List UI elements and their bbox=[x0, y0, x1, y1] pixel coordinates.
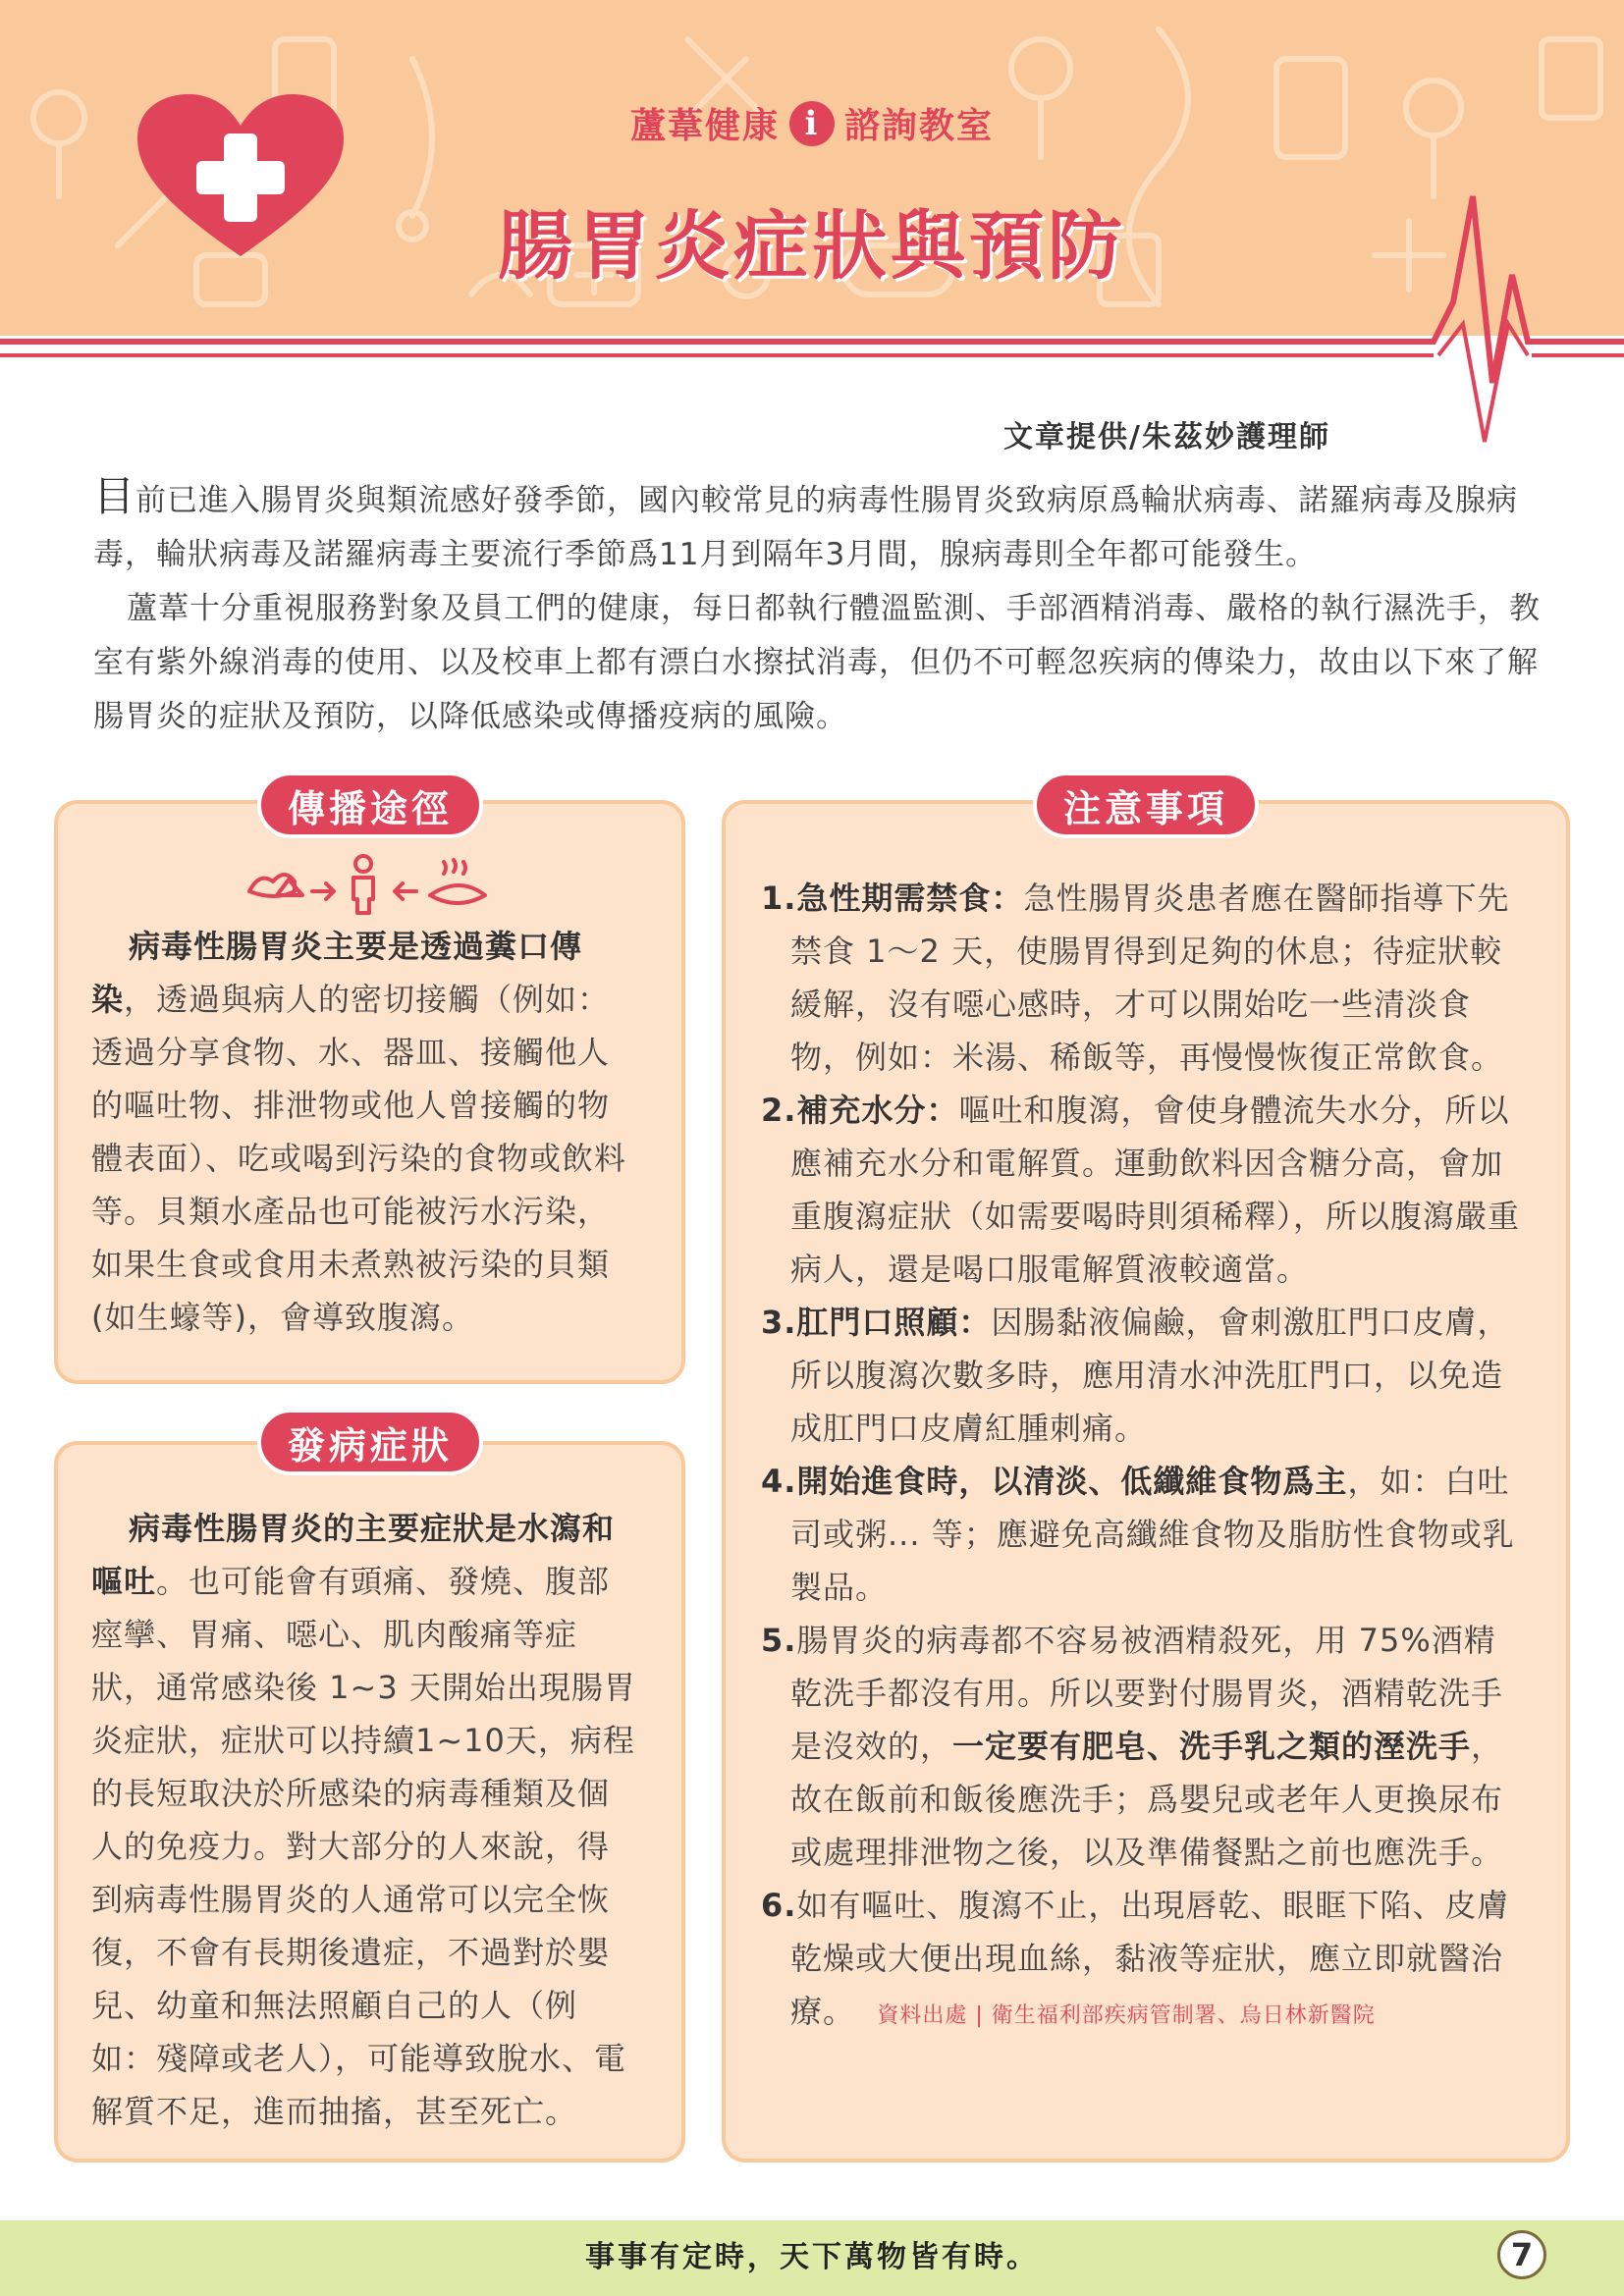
symptoms-lead: 病毒性腸胃炎的主要症狀是水瀉和嘔吐 bbox=[91, 1510, 616, 1600]
note-number: 4. bbox=[761, 1463, 797, 1500]
note-body-continued: ，故在飯前和飯後應洗手；爲嬰兒或老年人更換尿布或處理排泄物之後，以及準備餐點之前也應洗手。 bbox=[790, 1728, 1504, 1871]
notes-tag: 注意事項 bbox=[1033, 772, 1259, 838]
symptoms-text bbox=[91, 1502, 641, 2138]
note-item-4 bbox=[761, 1455, 1527, 1614]
transmission-lead: 病毒性腸胃炎主要是透過糞口傳染 bbox=[91, 928, 583, 1018]
note-heading: 肛門口照顧： bbox=[796, 1304, 992, 1341]
intro-section bbox=[93, 469, 1546, 744]
page-title: 腸胃炎症狀與預防 bbox=[498, 202, 1126, 290]
note-heading: 開始進食時，以清淡、低纖維食物爲主 bbox=[796, 1463, 1348, 1500]
note-item-5 bbox=[761, 1614, 1527, 1879]
info-icon: i bbox=[789, 101, 835, 146]
transmission-tag: 傳播途徑 bbox=[257, 772, 483, 838]
intro-paragraph-2-text: 蘆葦十分重視服務對象及員工們的健康，每日都執行體溫監測、手部酒精消毒、嚴格的執行濕洗手，教室有紫外線消毒的使用、以及校車上都有漂白水擦拭消毒，但仍不可輕忽疾病的傳染力，故由以下來了解腸胃炎的症狀及預防，以降低感染或傳播疫病的風險。 bbox=[93, 591, 1541, 734]
heartbeat-line-icon bbox=[0, 177, 1624, 461]
note-emphasis: 一定要有肥皂、洗手乳之類的溼洗手 bbox=[952, 1728, 1472, 1765]
note-body: ，如：白吐司或粥... 等；應避免高纖維食物及脂肪性食物或乳製品。 bbox=[790, 1463, 1515, 1606]
note-heading: 補充水分： bbox=[796, 1092, 959, 1129]
transmission-text bbox=[91, 920, 641, 1344]
note-item-3 bbox=[761, 1296, 1527, 1455]
note-body: 因腸黏液偏鹼，會刺激肛門口皮膚，所以腹瀉次數多時，應用清水沖洗肛門口，以免造成肛門口皮膚紅腫刺痛。 bbox=[790, 1304, 1510, 1447]
note-number: 5. bbox=[761, 1622, 797, 1659]
symptoms-tag: 發病症狀 bbox=[257, 1409, 483, 1475]
footer-motto: 事事有定時，天下萬物皆有時。 bbox=[585, 2240, 1039, 2274]
transmission-body: ，透過與病人的密切接觸（例如：透過分享食物、水、器皿、接觸他人的嘔吐物、排泄物或他人曾接觸的物體表面）、吃或喝到污染的食物或飲料等。貝類水產品也可能被污水污染，如果生食或食用未煮熟被污染的貝類(如生蠔等)，會導致腹瀉。 bbox=[91, 981, 627, 1336]
note-body: 嘔吐和腹瀉，會使身體流失水分，所以應補充水分和電解質。運動飲料因含糖分高，會加重腹瀉症狀（如需要喝時則須稀釋），所以腹瀉嚴重病人，還是喝口服電解質液較適當。 bbox=[790, 1092, 1521, 1288]
note-heading: 急性期需禁食： bbox=[796, 880, 1024, 917]
intro-paragraph-1-text: 前已進入腸胃炎與類流感好發季節，國內較常見的病毒性腸胃炎致病原爲輪狀病毒、諾羅病毒及腺病毒，輪狀病毒及諾羅病毒主要流行季節爲11月到隔年3月間，腺病毒則全年都可能發生。 bbox=[93, 483, 1519, 572]
note-item-1 bbox=[761, 872, 1527, 1084]
page-number: 7 bbox=[1497, 2230, 1546, 2279]
symptoms-body: 。也可能會有頭痛、發燒、腹部痙攣、胃痛、噁心、肌肉酸痛等症狀，通常感染後 1~3 天開始出現腸胃炎症狀，症狀可以持續1~10天，病程的長短取決於所感染的病毒種類及個人的免疫力。對大部分的人來說，得到病毒性腸胃炎的人通常可以完全恢復，不會有長期後遺症，不過對於嬰兒、幼童和無法照顧自己的人（例如：殘障或老人），可能導致脫水、電解質不足，進而抽搐，甚至死亡。 bbox=[91, 1563, 636, 2130]
note-number: 3. bbox=[761, 1304, 797, 1341]
note-body: 急性腸胃炎患者應在醫師指導下先禁食 1～2 天，使腸胃得到足夠的休息；待症狀較緩解，沒有噁心感時，才可以開始吃一些清淡食物，例如：米湯、稀飯等，再慢慢恢復正常飲食。 bbox=[790, 880, 1510, 1076]
drop-cap: 目 bbox=[93, 472, 136, 520]
intro-paragraph-2 bbox=[93, 582, 1546, 744]
header-kicker bbox=[0, 98, 1624, 148]
source-citation: 資料出處 | 衛生福利部疾病管制署、烏日林新醫院 bbox=[877, 2003, 1376, 2028]
fecal-oral-route-icon bbox=[244, 852, 489, 917]
notes-list bbox=[761, 872, 1527, 2043]
notes-text bbox=[761, 872, 1527, 2043]
kicker-right: 諮詢教室 bbox=[844, 106, 995, 146]
note-item-2 bbox=[761, 1084, 1527, 1296]
note-number: 2. bbox=[761, 1092, 797, 1129]
note-number: 6. bbox=[761, 1887, 797, 1924]
note-body: 腸胃炎的病毒都不容易被酒精殺死，用 75%酒精乾洗手都沒有用。所以要對付腸胃炎，酒精乾洗手是沒效的， bbox=[790, 1622, 1504, 1765]
note-body: 如有嘔吐、腹瀉不止，出現唇乾、眼眶下陷、皮膚乾燥或大便出現血絲，黏液等症狀，應立即就醫治療。 bbox=[790, 1887, 1510, 2030]
note-number: 1. bbox=[761, 880, 797, 917]
kicker-left: 蘆葦健康 bbox=[629, 106, 780, 146]
author-credit: 文章提供/朱茲妙護理師 bbox=[1003, 420, 1330, 454]
note-item-6 bbox=[761, 1879, 1527, 2043]
intro-paragraph-1 bbox=[93, 469, 1546, 582]
